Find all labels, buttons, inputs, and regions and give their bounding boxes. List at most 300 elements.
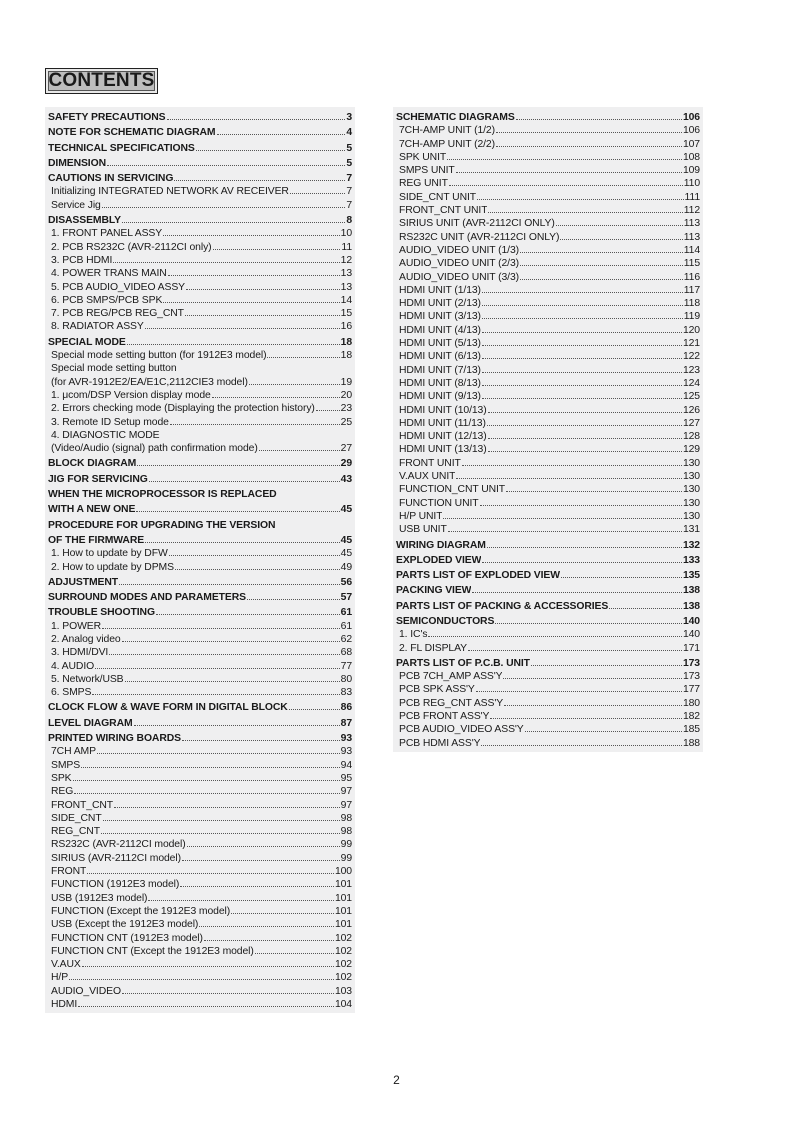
toc-entry-page: 49	[340, 561, 352, 573]
dot-leader	[185, 314, 340, 316]
toc-entry-label: 1. How to update by DFW	[51, 548, 168, 560]
toc-entry	[396, 310, 700, 323]
toc-entry-label: WIRING DIAGRAM	[396, 539, 486, 551]
toc-entry	[48, 307, 352, 320]
toc-entry	[48, 905, 352, 918]
dot-leader	[496, 145, 682, 147]
toc-entry-page: 129	[682, 444, 700, 456]
toc-entry-page: 173	[682, 671, 700, 683]
dot-leader	[495, 622, 682, 624]
dot-leader	[520, 278, 683, 280]
toc-entry-page: 80	[340, 673, 352, 685]
toc-entry	[48, 376, 352, 389]
dot-leader	[182, 739, 340, 741]
toc-entry	[396, 231, 700, 244]
toc-entry-label: SURROUND MODES AND PARAMETERS	[48, 592, 246, 604]
toc-entry-label: HDMI UNIT (4/13)	[399, 324, 481, 336]
toc-entry-label: 3. PCB HDMI	[51, 254, 113, 266]
toc-entry	[396, 600, 700, 613]
toc-entry-page: 5	[346, 157, 352, 169]
toc-entry-page: 5	[346, 142, 352, 154]
toc-entry	[396, 523, 700, 536]
toc-entry	[48, 660, 352, 673]
toc-entry-label: WHEN THE MICROPROCESSOR IS REPLACED	[48, 489, 277, 501]
toc-entry	[48, 576, 352, 589]
toc-entry-label: PARTS LIST OF P.C.B. UNIT	[396, 657, 530, 669]
toc-entry-page: 13	[340, 268, 352, 280]
toc-entry-page: 122	[682, 351, 700, 363]
toc-entry-page: 104	[334, 999, 352, 1010]
toc-entry-label: HDMI UNIT (13/13)	[399, 444, 487, 456]
toc-entry-page: 98	[340, 812, 352, 824]
dot-leader	[449, 184, 683, 186]
toc-entry	[48, 825, 352, 838]
toc-entry-page: 135	[682, 570, 700, 582]
dot-leader	[443, 517, 681, 519]
toc-entry-label: REG_CNT	[51, 826, 100, 838]
toc-entry	[48, 320, 352, 333]
toc-entry	[48, 111, 352, 124]
toc-entry	[48, 362, 352, 375]
toc-entry-label: 4. AUDIO	[51, 660, 95, 672]
toc-entry	[48, 214, 352, 227]
dot-leader	[187, 845, 340, 847]
toc-entry-page: 116	[683, 271, 700, 283]
toc-entry-page: 127	[682, 417, 700, 429]
toc-entry-page: 173	[682, 657, 700, 669]
toc-entry-page: 77	[340, 660, 352, 672]
toc-entry-page: 131	[682, 524, 700, 536]
toc-entry	[48, 852, 352, 865]
dot-leader	[97, 752, 340, 754]
toc-entry	[48, 606, 352, 619]
toc-entry	[396, 217, 700, 230]
toc-entry	[396, 642, 700, 655]
toc-entry-page: 19	[340, 376, 352, 388]
toc-entry	[48, 701, 352, 714]
dot-leader	[103, 819, 340, 821]
toc-entry-label: 3. HDMI/DVI	[51, 647, 109, 659]
toc-entry-page: 15	[340, 308, 352, 320]
dot-leader	[73, 779, 340, 781]
toc-entry	[48, 442, 352, 455]
toc-entry-page: 102	[334, 959, 352, 971]
dot-leader	[259, 449, 340, 451]
dot-leader	[487, 546, 682, 548]
toc-entry	[48, 717, 352, 730]
dot-leader	[516, 118, 682, 120]
toc-entry	[396, 457, 700, 470]
dot-leader	[609, 607, 682, 609]
toc-entry-label: 4. DIAGNOSTIC MODE	[51, 429, 160, 441]
toc-entry-page: 7	[346, 199, 352, 211]
toc-entry-page: 113	[683, 231, 700, 243]
toc-entry	[48, 673, 352, 686]
toc-entry-label: HDMI UNIT (8/13)	[399, 377, 481, 389]
toc-entry	[48, 199, 352, 212]
toc-entry	[396, 337, 700, 350]
toc-entry-page: 130	[682, 510, 700, 522]
toc-entry-label: PCB 7CH_AMP ASS'Y	[399, 671, 503, 683]
toc-entry-label: HDMI UNIT (7/13)	[399, 364, 481, 376]
toc-entry-label: Special mode setting button	[51, 363, 177, 375]
toc-entry-label: SEMICONDUCTORS	[396, 615, 495, 627]
dot-leader	[127, 343, 340, 345]
toc-entry-page: 100	[334, 866, 352, 878]
toc-entry	[48, 772, 352, 785]
toc-entry-page: 108	[682, 151, 700, 163]
toc-entry-label: FRONT_CNT UNIT	[399, 205, 488, 217]
toc-entry	[396, 404, 700, 417]
toc-entry	[396, 443, 700, 456]
toc-entry	[396, 284, 700, 297]
dot-leader	[267, 356, 339, 358]
dot-leader	[122, 221, 345, 223]
dot-leader	[482, 561, 682, 563]
dot-leader	[503, 677, 681, 679]
toc-entry-page: 101	[334, 879, 352, 891]
toc-entry-page: 114	[683, 244, 700, 256]
toc-entry-label: FUNCTION CNT (1912E3 model)	[51, 932, 203, 944]
dot-leader	[488, 450, 682, 452]
dot-leader	[170, 423, 340, 425]
toc-entry-page: 171	[682, 642, 700, 654]
toc-entry	[48, 732, 352, 745]
dot-leader	[472, 591, 682, 593]
toc-entry-page: 10	[340, 228, 352, 240]
toc-entry-page: 45	[340, 534, 352, 546]
dot-leader	[290, 192, 346, 194]
toc-entry-label: REG	[51, 786, 74, 798]
toc-entry-page: 101	[334, 905, 352, 917]
dot-leader	[490, 717, 682, 719]
dot-leader	[520, 251, 683, 253]
dot-leader	[462, 464, 682, 466]
dot-leader	[156, 613, 340, 615]
dot-leader	[87, 872, 334, 874]
toc-entry-page: 18	[340, 350, 352, 362]
toc-entry-label: PCB HDMI ASS'Y	[399, 737, 481, 749]
toc-entry-page: 112	[683, 205, 700, 217]
toc-entry-label: V.AUX	[51, 959, 81, 971]
dot-leader	[504, 704, 682, 706]
dot-leader	[561, 576, 682, 578]
toc-entry-label: PCB AUDIO_VIDEO ASS'Y	[399, 724, 524, 736]
toc-entry-label: H/P UNIT	[399, 510, 443, 522]
toc-entry-page: 14	[340, 294, 352, 306]
dot-leader	[289, 708, 340, 710]
dot-leader	[482, 397, 682, 399]
dot-leader	[482, 344, 682, 346]
toc-entry-page: 113	[683, 218, 700, 230]
toc-entry-label: 2. Analog video	[51, 633, 121, 645]
toc-entry-page: 133	[682, 554, 700, 566]
toc-entry-label: HDMI UNIT (12/13)	[399, 431, 487, 443]
toc-entry	[48, 185, 352, 198]
toc-entry-label: PCB SPK ASS'Y	[399, 684, 475, 696]
toc-entry-page: 130	[682, 471, 700, 483]
toc-entry-label: SPECIAL MODE	[48, 336, 126, 348]
toc-entry	[396, 111, 700, 124]
dot-leader	[531, 664, 682, 666]
toc-entry	[48, 686, 352, 699]
dot-leader	[145, 541, 340, 543]
toc-entry	[396, 417, 700, 430]
toc-entry-label: SIDE_CNT UNIT	[399, 191, 477, 203]
toc-entry	[396, 510, 700, 523]
toc-entry-label: FUNCTION (1912E3 model)	[51, 879, 180, 891]
toc-entry-label: CLOCK FLOW & WAVE FORM IN DIGITAL BLOCK	[48, 702, 288, 714]
toc-entry	[48, 457, 352, 470]
toc-entry-label: RS232C (AVR-2112CI model)	[51, 839, 186, 851]
toc-entry-page: 126	[682, 404, 700, 416]
toc-entry-page: 182	[682, 711, 700, 723]
toc-entry	[48, 646, 352, 659]
toc-entry	[48, 892, 352, 905]
toc-entry	[48, 416, 352, 429]
toc-entry	[396, 191, 700, 204]
toc-entry	[396, 377, 700, 390]
toc-entry	[396, 737, 700, 750]
toc-entry-page: 98	[340, 826, 352, 838]
toc-entry	[48, 429, 352, 442]
toc-entry-page: 111	[684, 191, 700, 203]
dot-leader	[212, 396, 340, 398]
toc-entry-label: SCHEMATIC DIAGRAMS	[396, 112, 515, 123]
toc-right-column	[393, 107, 703, 752]
toc-entry	[396, 164, 700, 177]
toc-entry-label: V.AUX UNIT	[399, 471, 456, 483]
toc-entry-label: BLOCK DIAGRAM	[48, 458, 137, 470]
toc-entry	[48, 878, 352, 891]
toc-entry	[396, 244, 700, 257]
toc-entry	[396, 151, 700, 164]
toc-entry	[396, 497, 700, 510]
toc-entry	[48, 945, 352, 958]
toc-entry-page: 8	[346, 215, 352, 227]
toc-entry	[48, 958, 352, 971]
toc-entry-label: 6. SMPS	[51, 687, 92, 699]
toc-entry-label: FUNCTION (Except the 1912E3 model)	[51, 905, 231, 917]
toc-entry-label: 1. POWER	[51, 620, 102, 632]
toc-entry-label: 7. PCB REG/PCB REG_CNT	[51, 308, 184, 320]
toc-entry-page: 128	[682, 431, 700, 443]
toc-entry	[396, 615, 700, 628]
dot-leader	[482, 384, 682, 386]
toc-entry-label: DIMENSION	[48, 157, 106, 169]
toc-entry-page: 119	[683, 311, 700, 323]
dot-leader	[468, 649, 682, 651]
dot-leader	[456, 171, 682, 173]
toc-entry-page: 177	[682, 684, 700, 696]
toc-entry-page: 130	[682, 497, 700, 509]
dot-leader	[456, 477, 682, 479]
toc-entry-page: 109	[682, 165, 700, 177]
toc-entry-label: SPK	[51, 772, 72, 784]
toc-entry-page: 23	[340, 403, 352, 415]
dot-leader	[169, 554, 340, 556]
toc-entry	[48, 126, 352, 139]
toc-left-column	[45, 107, 355, 1013]
dot-leader	[204, 939, 334, 941]
toc-entry-page: 103	[334, 985, 352, 997]
toc-entry-page: 45	[340, 548, 352, 560]
dot-leader	[101, 832, 340, 834]
toc-entry-label: Initializing INTEGRATED NETWORK AV RECEIVER	[51, 186, 289, 198]
toc-entry	[48, 172, 352, 185]
toc-entry-page: 124	[682, 377, 700, 389]
dot-leader	[247, 598, 340, 600]
toc-entry	[396, 483, 700, 496]
toc-entry-label: ADJUSTMENT	[48, 576, 119, 588]
toc-entry-label: USB (1912E3 model)	[51, 892, 148, 904]
toc-entry-page: 20	[340, 389, 352, 401]
toc-entry-label: HDMI UNIT (2/13)	[399, 298, 481, 310]
toc-entry-page: 180	[682, 697, 700, 709]
toc-entry-page: 130	[682, 457, 700, 469]
toc-entry-label: CAUTIONS IN SERVICING	[48, 173, 174, 185]
dot-leader	[525, 730, 682, 732]
toc-entry-label: HDMI UNIT (6/13)	[399, 351, 481, 363]
toc-entry	[396, 628, 700, 641]
dot-leader	[447, 158, 682, 160]
toc-entry	[396, 324, 700, 337]
toc-entry-label: SMPS	[51, 759, 81, 771]
contents-title: CONTENTS	[45, 68, 158, 94]
dot-leader	[145, 327, 340, 329]
toc-entry-page: 140	[682, 629, 700, 641]
toc-entry-label: AUDIO_VIDEO UNIT (3/3)	[399, 271, 520, 283]
toc-entry-page: 18	[340, 336, 352, 348]
toc-entry-page: 13	[340, 281, 352, 293]
dot-leader	[488, 211, 682, 213]
toc-entry	[48, 503, 352, 516]
dot-leader	[482, 317, 683, 319]
toc-entry	[396, 584, 700, 597]
dot-leader	[560, 238, 682, 240]
toc-entry-label: SAFETY PRECAUTIONS	[48, 112, 166, 123]
toc-entry-page: 102	[334, 945, 352, 957]
toc-entry-label: H/P	[51, 972, 69, 984]
dot-leader	[481, 744, 682, 746]
dot-leader	[102, 206, 346, 208]
toc-entry-label: NOTE FOR SCHEMATIC DIAGRAM	[48, 127, 216, 139]
toc-entry-label: PRINTED WIRING BOARDS	[48, 733, 181, 745]
dot-leader	[196, 149, 346, 151]
toc-entry-label: 7CH-AMP UNIT (2/2)	[399, 138, 495, 150]
toc-entry-page: 106	[682, 112, 700, 123]
toc-entry-page: 43	[340, 473, 352, 485]
toc-entry-page: 99	[340, 852, 352, 864]
toc-entry-label: 2. FL DISPLAY	[399, 642, 467, 654]
toc-entry	[396, 569, 700, 582]
toc-entry-label: 7CH AMP	[51, 746, 96, 758]
toc-entry-page: 87	[340, 717, 352, 729]
toc-entry-page: 12	[340, 254, 352, 266]
toc-entry	[396, 138, 700, 151]
toc-entry-page: 102	[334, 972, 352, 984]
toc-entry	[48, 785, 352, 798]
toc-entry-page: 107	[682, 138, 700, 150]
toc-entry	[48, 336, 352, 349]
toc-entry	[396, 723, 700, 736]
toc-entry-label: PARTS LIST OF PACKING & ACCESSORIES	[396, 600, 609, 612]
toc-entry-label: HDMI UNIT (10/13)	[399, 404, 487, 416]
toc-entry-label: FUNCTION_CNT UNIT	[399, 484, 506, 496]
toc-entry-label: LEVEL DIAGRAM	[48, 717, 133, 729]
toc-entry-label: TECHNICAL SPECIFICATIONS	[48, 142, 195, 154]
toc-entry-label: WITH A NEW ONE	[48, 504, 136, 516]
toc-entry	[396, 350, 700, 363]
dot-leader	[136, 510, 339, 512]
toc-entry-label: TROUBLE SHOOTING	[48, 607, 155, 619]
dot-leader	[119, 583, 340, 585]
toc-entry-page: 138	[682, 600, 700, 612]
dot-leader	[113, 261, 339, 263]
toc-entry	[48, 294, 352, 307]
toc-entry	[396, 390, 700, 403]
toc-entry	[396, 124, 700, 137]
dot-leader	[482, 371, 682, 373]
dot-leader	[149, 480, 340, 482]
toc-entry-page: 56	[340, 576, 352, 588]
toc-entry-label: 4. POWER TRANS MAIN	[51, 268, 167, 280]
dot-leader	[482, 291, 683, 293]
toc-entry-page: 140	[682, 615, 700, 627]
dot-leader	[174, 179, 345, 181]
toc-entry	[48, 157, 352, 170]
dot-leader	[122, 640, 340, 642]
dot-leader	[186, 288, 340, 290]
toc-entry-label: SPK UNIT	[399, 151, 447, 163]
dot-leader	[134, 724, 340, 726]
toc-entry	[396, 670, 700, 683]
dot-leader	[480, 504, 682, 506]
dot-leader	[82, 965, 334, 967]
toc-entry-label: AUDIO_VIDEO	[51, 985, 121, 997]
toc-entry	[48, 473, 352, 486]
toc-entry-page: 101	[334, 892, 352, 904]
toc-entry	[396, 710, 700, 723]
toc-entry-page: 118	[683, 298, 700, 310]
toc-entry	[48, 519, 352, 532]
toc-entry-page: 7	[346, 186, 352, 198]
toc-entry-page: 93	[340, 733, 352, 745]
toc-entry	[48, 349, 352, 362]
toc-entry	[48, 799, 352, 812]
dot-leader	[92, 693, 339, 695]
dot-leader	[137, 464, 339, 466]
toc-entry	[48, 591, 352, 604]
toc-entry	[396, 554, 700, 567]
dot-leader	[448, 530, 682, 532]
dot-leader	[556, 224, 683, 226]
toc-entry	[396, 204, 700, 217]
toc-entry-label: REG UNIT	[399, 178, 448, 190]
toc-entry	[48, 985, 352, 998]
dot-leader	[69, 978, 334, 980]
toc-entry-page: 3	[346, 112, 352, 123]
toc-entry	[48, 932, 352, 945]
toc-entry-page: 45	[340, 504, 352, 516]
toc-entry-label: Service Jig	[51, 199, 101, 211]
dot-leader	[487, 424, 682, 426]
toc-entry-page: 86	[340, 702, 352, 714]
toc-entry-page: 121	[682, 338, 700, 350]
toc-entry-page: 110	[683, 178, 700, 190]
toc-entry	[396, 297, 700, 310]
toc-entry-label: Special mode setting button (for 1912E3 model)	[51, 350, 267, 362]
